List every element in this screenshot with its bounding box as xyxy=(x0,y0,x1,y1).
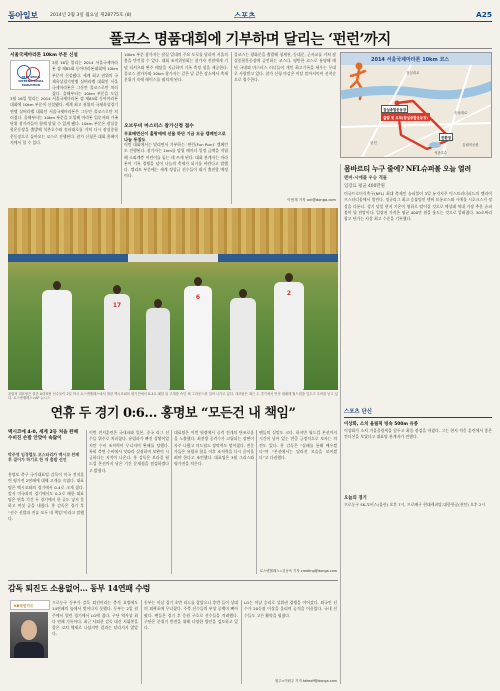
map-label-start: 출발 및 도착(잠실종합운동장) xyxy=(381,113,430,121)
player-figure: 2 xyxy=(274,282,304,390)
marathon-subhead-wrap xyxy=(124,120,228,144)
player-figure xyxy=(42,290,72,390)
map-label-park: 올림픽공원 xyxy=(462,142,479,147)
sidebar xyxy=(344,164,492,542)
map-label-lake: 석촌호수 xyxy=(434,150,448,155)
sports-briefs-title: 스포츠 단신 xyxy=(344,407,492,418)
player-figure: 6 xyxy=(184,286,212,390)
map-label-stream: 탄천 xyxy=(370,140,377,145)
photo-adboard-white xyxy=(128,254,218,262)
map-title: 2014 서울국제마라톤 10km 코스 xyxy=(341,53,492,65)
basketball-headline: 감독 퇴진도 소용없어… 동부 14연패 수렁 xyxy=(8,583,151,593)
marathon-kicker-wrap xyxy=(10,52,118,60)
football-col3: 대표팀은 이번 원정에서 공격 전개의 단조로움을 노출했다. 최전방 공격수가 고립되는 장면이 자주 나왔고 미드필드 장악력도 떨어졌다. 전문가들은 유럽파 합류 이후 조직력을 다시 끌어올려야 한다고 조언했다. 대표팀은 3월 그리스와 평가전을 치른다. xyxy=(174,430,254,467)
photo-stands xyxy=(8,208,338,254)
column-rule xyxy=(340,164,341,684)
marathon-byline: 이헌재 기자 uni@donga.com xyxy=(287,198,336,202)
section-title: 스포츠 xyxy=(234,11,256,20)
masthead-rule xyxy=(8,21,492,22)
marathon-col1-top: 3월 16일 열리는 2014 서울국제마라톤 겸 제85회 동아마라톤대회에 10km 부문이 신설됐다. 세계 최고 권위의 국제육상경기연맹 실버라벨 대회인 서울국제마라톤은 그동안 풀코스로만 치러졌다. 올해부터는 10km 부문을 도입 xyxy=(52,60,118,96)
map-label-bridge: 잠실대교 xyxy=(406,70,420,75)
brief2-body: 프로농구 SK-모비스(울산) 오후 7시, 프로배구 현대캐피탈-대한항공(천안) 오후 2시 xyxy=(344,501,486,507)
section-rule xyxy=(8,580,338,581)
marathon-kicker: 서울국제마라톤 10km 부문 신설 xyxy=(10,53,78,58)
masthead xyxy=(8,10,492,20)
player-figure xyxy=(146,308,170,390)
map-label-turn: 반환점 xyxy=(439,133,453,141)
column-rule xyxy=(171,430,172,574)
kb-card-logo: KB국민카드 xyxy=(10,600,50,610)
logo-text: 2014 SEOUL INTERNATIONAL MARATHON xyxy=(18,75,44,87)
football-sub: 박주영 임경렬도 코스타리카 멕시코 완패 후 걸어가 하기로 한 개 출발 선언 xyxy=(8,452,80,463)
football-photo xyxy=(8,208,338,390)
headline-rule xyxy=(8,48,492,49)
map-label-road: 송파대로 xyxy=(454,110,468,115)
marathon-subhead2: 무료배번신이 홀랑에에 선물 하단 기금 모금 캠페인으로 나눔 동참도 xyxy=(124,131,226,142)
marathon-logo xyxy=(10,60,50,90)
photo-caption: 올림픽 대표팀은 물론 A대표팀 선수들이 2일 미국 로스앤젤레스에서 열린 멕시코와의 평가전에서 0-4로 패한 뒤 고개를 숙인 채 그라운드를 걸어 나가고 있다. 대표팀은 최근 두 경기에서 연속 대패해 월드컵을 앞두고 우려를 낳고 있다. 로스앤젤레스=AP 뉴시스 xyxy=(8,392,338,401)
player-figure xyxy=(230,298,256,390)
brief2-head: 오늘의 경기 xyxy=(344,495,367,501)
nfl-body: 미국프로미식축구(NFL) 최대 축제인 슈퍼볼이 3일 뉴저지주 이스트러더퍼드의 멧라이프스타디움에서 열린다. 정규리그 최고 승률팀인 덴버 브롱코스와 시애틀 시호크스가 정상을 다툰다. 경기 당일 현지 기온이 영하로 떨어질 것으로 예상돼 역대 가장 추운 슈퍼볼이 될 전망이다. 입장권 가격은 평균 400만 원을 웃도는 것으로 알려졌다. 30초짜리 광고 단가는 사상 최고 수준을 기록했다. xyxy=(344,191,492,222)
nfl-subhead: 덴버-시애틀 우승 격돌 xyxy=(344,176,388,181)
brief1-head: 이상화, 소치 올림픽 빙속 500m 유종 xyxy=(344,421,418,427)
map-label-stadium: 잠실종합운동장 xyxy=(381,105,408,113)
football-col4: 팬들의 실망도 크다. 하지만 월드컵 본선까지 시간이 남아 있는 만큼 긍정적으로 보자는 의견도 있다. 홍 감독은 “실패를 통해 배우겠다”며 “본선에서는 달라진 모습을 보이겠다”고 다짐했다. xyxy=(259,430,337,461)
page-number: A25 xyxy=(475,10,492,19)
football-col1: 홍명보 축구 국가대표팀 감독이 미국 전지훈련 평가전 2연패에 대해 고개를 숙였다. 대표팀은 멕시코와의 경기에서 0-4로 크게 졌다. 앞서 미국과의 경기에서도 0-2로 패한 대표팀은 연휴 기간 두 경기에서 한 골도 넣지 못하고 여섯 골을 내줬다. 홍 감독은 경기 후 “선수 선발과 전술 모두 내 책임”이라고 말했다. xyxy=(8,472,84,522)
basketball-byline: 원주=이원주 기자 takeoff@donga.com xyxy=(275,679,337,683)
marathon-col3: 이번 대회에서는 달리면서 기부하는 ‘펀런(Fun Run)’ 캠페인도 진행된다. 참가자는 1km를 달릴 때마다 일정 금액을 적립해 소외계층 어린이를 돕는 데 쓰게 된다. 대회 관계자는 마라톤이 기록 경쟁을 넘어 나눔의 축제가 되기를 바란다고 말했다. 엘리트 부문에는 세계 정상급 선수들이 대거 출전할 예정이다. xyxy=(124,142,228,179)
column-rule xyxy=(86,430,87,574)
marathon-col1: 3월 16일 열리는 2014 서울국제마라톤 겸 제85회 동아마라톤대회에 10km 부문이 신설됐다. 세계 최고 권위의 국제육상경기연맹 실버라벨 대회인 서울국제마라톤은 그동안 풀코스로만 치러졌다. 올해부터는 10km 부문을 도입해 마라톤 입문자와 가족 단위 참가자들이 함께 달릴 수 있게 됐다. 10km 부문은 잠실종합운동장을 출발해 석촌호수와 송파대로를 거쳐 다시 잠실종합운동장으로 돌아오는 코스로 진행된다. 참가 신청은 대회 홈페이지에서 할 수 있다. xyxy=(10,96,118,146)
football-headline: 연휴 두 경기 0:6… 홍명보 “모든건 내 책임” xyxy=(50,406,296,421)
player-figure: 17 xyxy=(104,294,130,390)
football-col2: 이번 전지훈련은 국내파와 일본, 중국 리그 선수들 위주로 치러졌다. 유럽파가 빠진 상황이었지만 수비 조직력이 무너지며 완패를 당했다. 특히 측면 수비에서 잇따라 실점하며 보완이 시급하다는 지적이 나온다. 홍 감독은 브라질 월드컵 본선까지 남은 기간 문제점을 점검하겠다고 밝혔다. xyxy=(89,430,169,473)
marathon-col4: 풀코스는 광화문을 출발해 청계천, 동대문, 군자교를 거쳐 잠실종합운동장에 골인하는 코스다. 평탄한 코스로 유명해 매년 국내외 마스터스 러너들이 개인 최고기록을 세우는 무대로 사랑받고 있다. 참가 신청 마감은 이달 말까지이며 선착순으로 접수한다. xyxy=(234,52,336,83)
football-byline: 로스앤젤레스=김동욱 기자 creating@donga.com xyxy=(259,569,337,573)
course-map xyxy=(340,52,492,158)
column-rule xyxy=(256,430,257,574)
column-rule xyxy=(121,52,122,204)
nfl-subhead2: 입장료 평균 400만원 xyxy=(344,184,385,189)
coach-photo xyxy=(10,612,48,658)
coach-suit xyxy=(14,642,44,658)
marathon-subhead: 오브두비 마스터스 참가신청 접수 xyxy=(124,124,194,129)
column-rule xyxy=(231,52,232,204)
basketball-col3: LG는 이날 승리로 상위권 경쟁을 이어갔다. 외국인 선수가 20득점 이상을 올리며 공격을 이끌었다. 국내 선수들도 고른 활약을 펼쳤다. xyxy=(244,600,337,618)
column-rule xyxy=(241,600,242,684)
nfl-headline: 몸바르티 누구 줄에? NFL슈퍼볼 오늘 열려 xyxy=(344,164,471,173)
issue-date: 2014년 2월 3일 월요일 제28775호 (8) xyxy=(50,13,132,18)
publication-name: 동아일보 xyxy=(8,10,38,20)
column-rule xyxy=(141,600,142,684)
coach-face xyxy=(21,620,37,640)
basketball-col2: 동부는 이날 경기 초반 리드를 잡았으나 후반 들어 상대의 외곽포에 무너졌다. 주축 선수들의 부상 공백이 뼈아팠다. 팬들은 경기 후 응원 구호로 선수들을 격려했다. 구단은 분위기 반전을 위해 다양한 방안을 검토하고 있다. xyxy=(144,600,238,631)
basketball-col1: 프로농구 동부가 감독 퇴진이라는 충격 요법에도 14연패의 늪에서 벗어나지 못했다. 동부는 2일 원주에서 열린 경기에서 LG에 졌다. 구단 역사상 최다 연패 기록이다. 최근 사퇴한 감독 대신 지휘봉을 잡은 코치 체제로 나섰지만 결과는 달라지지 않았다. xyxy=(52,600,138,637)
football-kicker: 멕시코에 4-0, 세계 2등 처음 완패 수비진 손발 안맞아 속앓이 xyxy=(8,430,79,441)
brief1-body: 이상화가 소치 겨울올림픽을 앞두고 최종 점검을 마쳤다. 그는 현지 적응 훈련에서 좋은 컨디션을 보였다고 대표팀 관계자가 전했다. xyxy=(344,427,492,439)
marathon-col2: 10km 부문 참가자는 잠실 일대의 주요 도로를 달리며 서울의 봄을 만끽할 수 있다. 대회 조직위원회는 참가자 전원에게 기념 티셔츠와 완주 메달을 지급하며 기록 측정 칩을 제공한다. 풀코스 참가자와 10km 참가자는 같은 날 같은 장소에서 축제 분위기 속에 레이스를 펼치게 된다. xyxy=(124,52,228,83)
marathon-headline: 풀코스 명품대회에 기부하며 달리는 ‘펀런’까지 xyxy=(109,31,391,48)
